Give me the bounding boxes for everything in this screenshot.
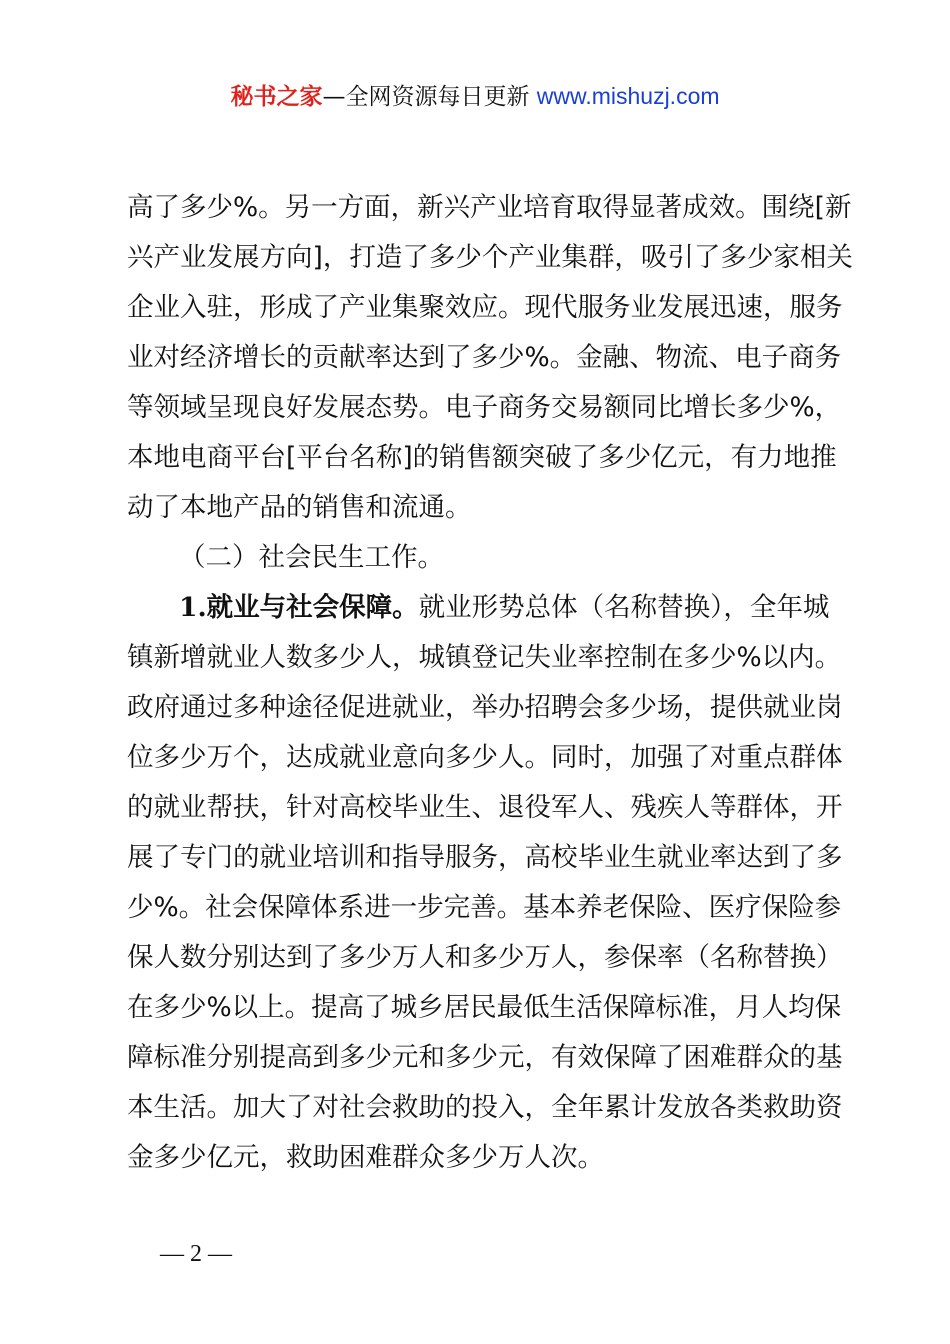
body-line: 障标准分别提高到多少元和多少元，有效保障了困难群众的基 [127,1042,843,1073]
body-line: 企业入驻，形成了产业集聚效应。现代服务业发展迅速，服务 [127,292,843,323]
page-number: — 2 — [160,1241,232,1267]
subsection-text: 就业形势总体（名称替换），全年城 [418,592,830,623]
site-url-link[interactable]: www.mishuzj.com [536,83,720,109]
brand-name: 秘书之家 [230,84,323,110]
body-line: 镇新增就业人数多少人，城镇登记失业率控制在多少%以内。 [127,642,842,673]
subsection-number: 1. [179,592,207,623]
body-line: 保人数分别达到了多少万人和多少万人，参保率（名称替换） [127,942,843,973]
body-line: 金多少亿元，救助困难群众多少万人次。 [127,1142,604,1173]
body-line: 高了多少%。另一方面，新兴产业培育取得显著成效。围绕[新 [127,192,852,223]
body-line: 位多少万个，达成就业意向多少人。同时，加强了对重点群体 [127,742,843,773]
body-line: 的就业帮扶，针对高校毕业生、退役军人、残疾人等群体，开 [127,792,843,823]
body-line: 展了专门的就业培训和指导服务，高校毕业生就业率达到了多 [127,842,843,873]
header-tagline: —全网资源每日更新 [322,84,530,110]
section-heading: （二）社会民生工作。 [179,542,444,573]
body-line: 动了本地产品的销售和流通。 [127,492,472,523]
subsection-first-line [127,583,839,633]
body-line: 兴产业发展方向]，打造了多少个产业集群，吸引了多少家相关 [127,242,853,273]
body-line: 业对经济增长的贡献率达到了多少%。金融、物流、电子商务 [127,342,842,373]
document-body [127,183,853,1183]
body-line: 本地电商平台[平台名称]的销售额突破了多少亿元，有力地推 [127,442,837,473]
body-line: 政府通过多种途径促进就业，举办招聘会多少场，提供就业岗 [127,692,843,723]
body-line: 等领域呈现良好发展态势。电子商务交易额同比增长多少%， [127,392,842,423]
subsection-title: 就业与社会保障。 [206,592,419,623]
body-line: 在多少%以上。提高了城乡居民最低生活保障标准，月人均保 [127,992,842,1023]
body-line: 本生活。加大了对社会救助的投入，全年累计发放各类救助资 [127,1092,843,1123]
body-line: 少%。社会保障体系进一步完善。基本养老保险、医疗保险参 [127,892,842,923]
site-header [0,80,950,113]
